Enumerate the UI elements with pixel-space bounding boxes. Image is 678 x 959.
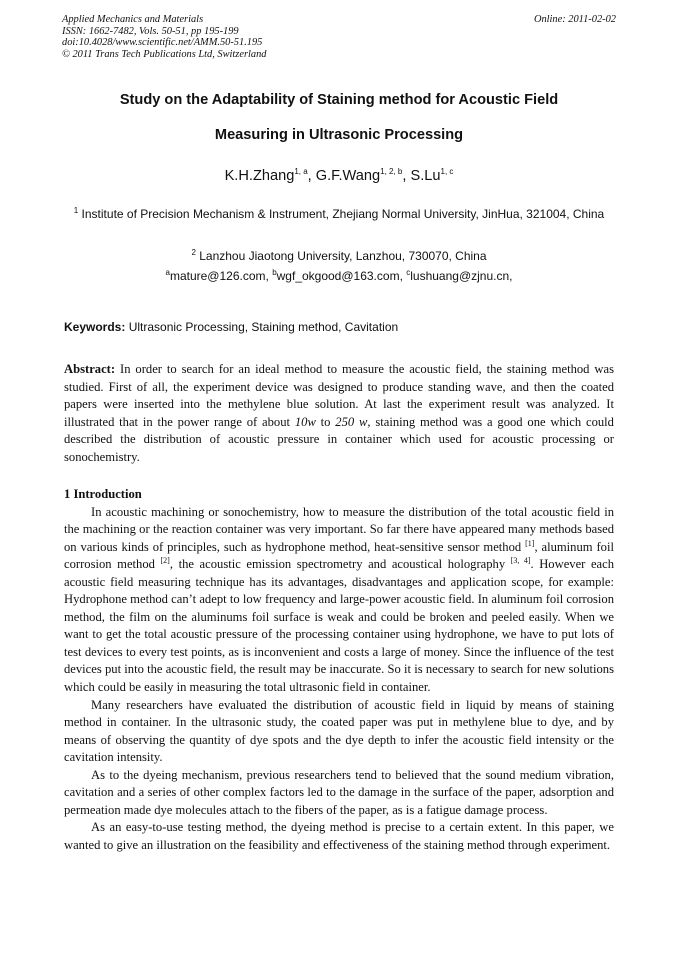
email-address: wgf_okgood@163.com, [276,269,407,283]
email-mark: a [165,268,170,277]
introduction-section [64,486,614,854]
paper-title-line-1: Study on the Adaptability of Staining method for Acoustic Field [119,92,559,108]
power-low: 10w [294,414,316,429]
paragraph-text: , the acoustic emission spectrometry and acoustical holography [169,557,511,572]
intro-paragraph-2: Many researchers have evaluated the distribution of acoustic field in liquid by means of staining method in container. In the ultrasonic study, the coated paper was put in methylene blue to dye, and by means of observing the quantity of dye spots and the dye depth to infer the acoustic field intensity or the cavitation intensity. [64,697,614,765]
author-separator: , [307,167,316,184]
keywords-text: Ultrasonic Processing, Staining method, Cavitation [125,320,399,334]
author-name: S.Lu [410,167,441,184]
keywords-label: Keywords: [64,320,126,334]
email-address: lushuang@zjnu.cn, [410,269,513,283]
email-mark: b [272,268,277,277]
affiliation-text: Institute of Precision Mechanism & Instrument, Zhejiang Normal University, JinHua, 321004, China [78,207,605,221]
online-date: Online: 2011-02-02 [533,14,616,25]
email-address: mature@126.com, [169,269,273,283]
abstract [64,361,614,466]
doi-line: doi:10.4028/www.scientific.net/AMM.50-51.195 [62,37,263,49]
author-name: K.H.Zhang [224,167,295,184]
affiliation-text: Lanzhou Jiaotong University, Lanzhou, 730070, China [195,249,487,263]
citation-ref: [3, 4] [510,556,531,565]
abstract-paragraph [64,361,614,466]
intro-paragraph-3: As to the dyeing mechanism, previous researchers tend to believed that the sound medium vibration, cavitation and a series of other complex factors led to the damage in the surface of the paper, adsorption and permeation made dye molecules attach to the fibers of the paper, as is a fatigue damage process. [64,767,614,817]
affiliation-mark: 1 [73,206,79,215]
paragraph-text: , aluminum foil corrosion method [64,539,614,572]
abstract-label: Abstract: [64,362,116,376]
citation-ref: [1] [525,538,535,548]
citation-ref: [2] [160,556,170,565]
author-separator: , [402,167,411,184]
affiliation-mark: 2 [191,248,196,257]
affiliation-2 [60,244,618,265]
author-affil-mark: 1, a [294,167,308,176]
author-list [0,167,678,184]
issn-line: ISSN: 1662-7482, Vols. 50-51, pp 195-199 [62,25,239,37]
abstract-text: In order to search for an ideal method to measure the acoustic field, the staining method was studied. First of all, the experiment device was designed to produce standing wave, and then the coated papers were inserted into the methylene blue solution. At last the experiment result was analyzed. It illustrated that in the power range of about [64,362,614,429]
journal-name: Applied Mechanics and Materials [62,14,204,25]
email-mark: c [406,268,411,277]
intro-paragraph-1 [64,504,614,697]
paper-title-line-2: Measuring in Ultrasonic Processing [214,127,464,143]
journal-header [62,14,616,60]
author-affil-mark: 1, 2, b [380,167,403,176]
abstract-text: , staining method was a good one which could described the distribution of acoustic pressure in container which used for acoustic processing or sonochemistry. [64,414,614,464]
section-heading: 1 Introduction [64,487,142,501]
paragraph-text: . However each acoustic field measuring technique has its advantages, disadvantages and application scope, for example: Hydrophone method can’t adept to low frequency and large-power acoustic field. In aluminum foil corrosion method, the film on the aluminums foil surface is weak and could be broken and peeled easily. When we want to get the total acoustic pressure of the processing container using hydrophone, we have to put lots of test devices to every test points, as is inconvenient and costs a large of money. Since the influence of the test devices put into the acoustic field, the result may be inaccurate. So it is necessary to search for new solutions which could be easily in measuring the total ultrasonic field in container. [64,557,615,695]
power-high: 250 w [335,414,368,429]
intro-paragraph-4: As an easy-to-use testing method, the dyeing method is precise to a certain extent. In this paper, we wanted to give an illustration on the feasibility and effectiveness of the staining method through experiment. [64,820,614,852]
paragraph-text: In acoustic machining or sonochemistry, how to measure the distribution of the total acoustic field in the machining or the reaction container was very important. So far there have appeared many methods based on various kinds of principles, such as hydrophone method, heat-sensitive sensor method [64,504,614,554]
copyright-line: © 2011 Trans Tech Publications Ltd, Switzerland [62,48,267,60]
abstract-text: to [315,414,336,429]
author-affil-mark: 1, c [440,167,454,176]
author-name: G.F.Wang [315,167,381,184]
email-list [0,268,678,283]
keywords [64,320,618,334]
affiliation-1 [60,202,618,223]
